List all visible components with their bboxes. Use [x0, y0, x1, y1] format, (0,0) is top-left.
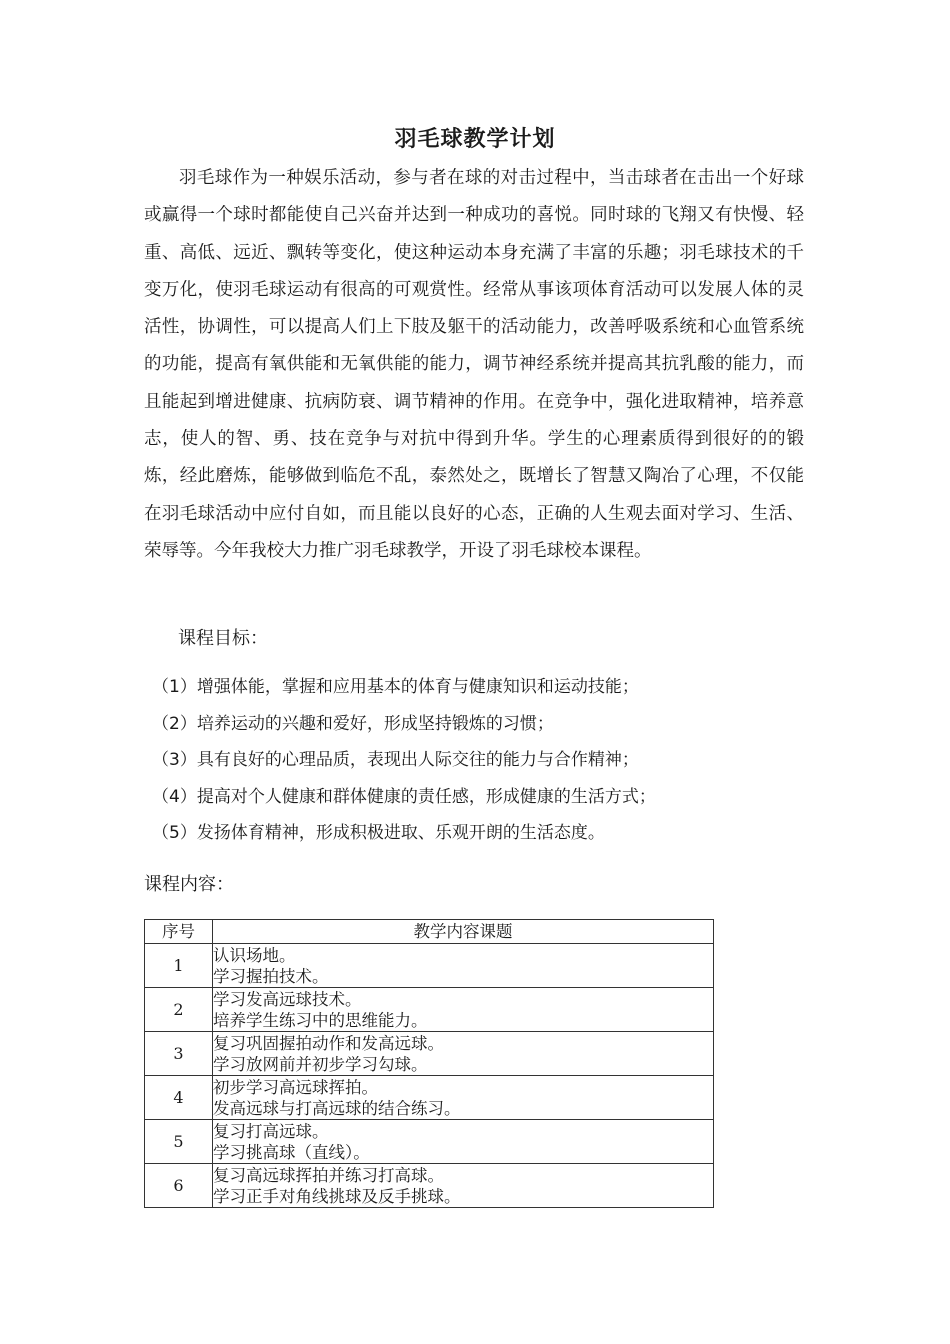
goals-list: [152, 672, 656, 855]
header-topic: 教学内容课题: [213, 920, 714, 944]
topic-line: 发高远球与打高远球的结合练习。: [213, 1098, 461, 1118]
table-row: [145, 1120, 714, 1164]
row-number: 4: [145, 1076, 213, 1120]
row-topic: [213, 988, 714, 1032]
intro-paragraph: 羽毛球作为一种娱乐活动，参与者在球的对击过程中，当击球者在击出一个好球或赢得一个球时都能使自己兴奋并达到一种成功的喜悦。同时球的飞翔又有快慢、轻重、高低、远近、飘转等变化，使这种运动本身充满了丰富的乐趣；羽毛球技术的千变万化，使羽毛球运动有很高的可观赏性。经常从事该项体育活动可以发展人体的灵活性，协调性，可以提高人们上下肢及躯干的活动能力，改善呼吸系统和心血管系统的功能，提高有氧供能和无氧供能的能力，调节神经系统并提高其抗乳酸的能力，而且能起到增进健康、抗病防衰、调节精神的作用。在竞争中，强化进取精神，培养意志，使人的智、勇、技在竞争与对抗中得到升华。学生的心理素质得到很好的的锻炼，经此磨炼，能够做到临危不乱，泰然处之，既增长了智慧又陶冶了心理，不仅能在羽毛球活动中应付自如，而且能以良好的心态，正确的人生观去面对学习、生活、荣辱等。今年我校大力推广羽毛球教学，开设了羽毛球校本课程。: [144, 168, 804, 561]
header-number: 序号: [145, 920, 213, 944]
row-number: 1: [145, 944, 213, 988]
table-row: [145, 988, 714, 1032]
table-row: [145, 944, 714, 988]
row-topic: [213, 1164, 714, 1208]
topic-line: 学习发高远球技术。: [213, 989, 362, 1009]
row-topic: [213, 944, 714, 988]
goals-heading: 课程目标：: [178, 628, 268, 649]
row-number: 3: [145, 1032, 213, 1076]
row-topic: [213, 1032, 714, 1076]
table-row: [145, 1032, 714, 1076]
row-number: 6: [145, 1164, 213, 1208]
row-topic: [213, 1120, 714, 1164]
topic-line: 学习放网前并初步学习勾球。: [213, 1054, 428, 1074]
row-topic: [213, 1076, 714, 1120]
row-number: 5: [145, 1120, 213, 1164]
goal-item: （1）增强体能，掌握和应用基本的体育与健康知识和运动技能；: [152, 677, 639, 697]
lesson-table: [144, 919, 714, 1208]
topic-line: 认识场地。: [213, 945, 296, 965]
topic-line: 初步学习高远球挥拍。: [213, 1077, 378, 1097]
content-heading: 课程内容：: [144, 874, 234, 895]
goal-item: （4）提高对个人健康和群体健康的责任感，形成健康的生活方式；: [152, 786, 656, 807]
topic-line: 学习挑高球（直线）。: [213, 1142, 370, 1162]
page-title: 羽毛球教学计划: [394, 127, 556, 152]
goal-item: （2）培养运动的兴趣和爱好，形成坚持锻炼的习惯；: [152, 713, 554, 734]
topic-line: 学习正手对角线挑球及反手挑球。: [213, 1186, 461, 1206]
topic-line: 学习握拍技术。: [213, 966, 329, 986]
goal-item: （5）发扬体育精神，形成积极进取、乐观开朗的生活态度。: [152, 823, 605, 843]
table-row: [145, 1076, 714, 1120]
topic-line: 复习巩固握拍动作和发高远球。: [213, 1033, 444, 1053]
table-header-row: [145, 920, 714, 944]
table-row: [145, 1164, 714, 1208]
topic-line: 培养学生练习中的思维能力。: [213, 1010, 428, 1030]
row-number: 2: [145, 988, 213, 1032]
goal-item: （3）具有良好的心理品质，表现出人际交往的能力与合作精神；: [152, 750, 639, 770]
topic-line: 复习高远球挥拍并练习打高球。: [213, 1165, 444, 1185]
topic-line: 复习打高远球。: [213, 1121, 329, 1141]
